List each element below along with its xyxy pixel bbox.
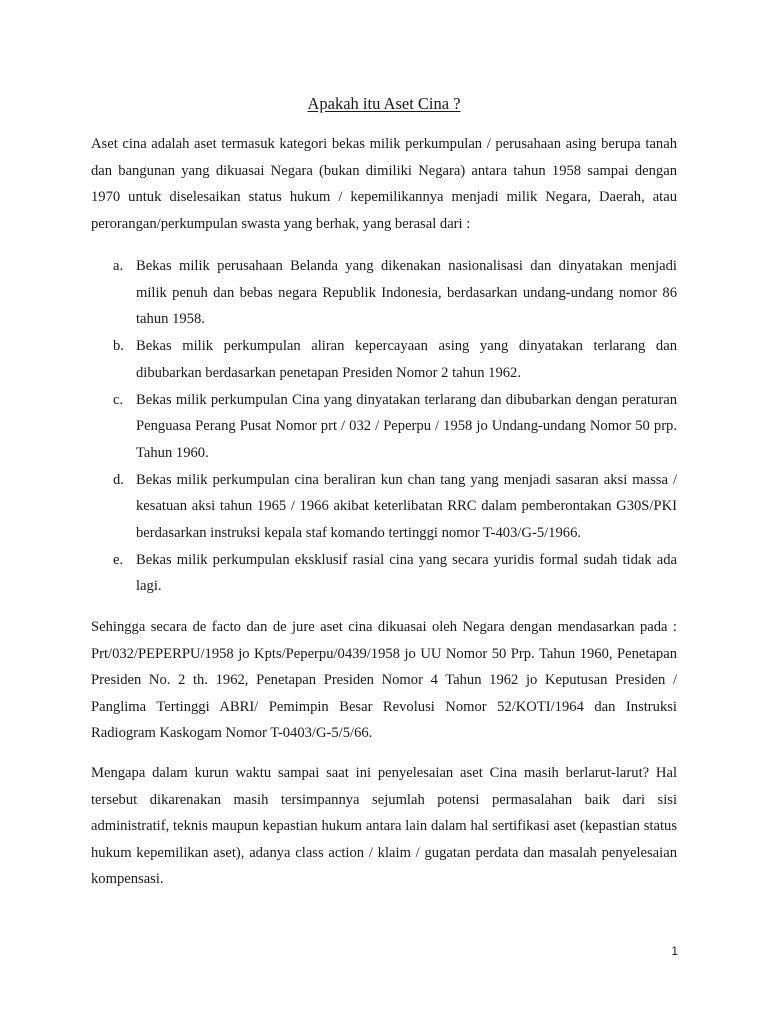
list-item	[91, 253, 677, 333]
asset-origin-list	[91, 253, 677, 600]
list-item-text: Bekas milik perusahaan Belanda yang dikenakan nasionalisasi dan dinyatakan menjadi milik penuh dan bebas negara Republik Indonesia, berdasarkan undang-undang nomor 86 tahun 1958.	[136, 258, 677, 328]
list-marker: c.	[113, 391, 124, 408]
list-item-text: Bekas milik perkumpulan cina beraliran kun chan tang yang menjadi sasaran aksi massa / kesatuan aksi tahun 1965 / 1966 akibat keterlibatan RRC dalam pemberontakan G30S/PKI berdasarkan instruksi kepala staf komando tertinggi nomor T-403/G-5/1966.	[136, 471, 677, 542]
legal-basis-paragraph: Sehingga secara de facto dan de jure aset cina dikuasai oleh Negara dengan mendasarkan pada : Prt/032/PEPERPU/1958 jo Kpts/Peperpu/0439/1958 jo UU Nomor 50 Prp. Tahun 1960, Penetapan Presiden No. 2 th. 1962, Penetapan Presiden Nomor 4 Tahun 1962 jo Keputusan Presiden / Panglima Tertinggi ABRI/ Pemimpin Besar Revolusi Nomor 52/KOTI/1964 dan Instruksi Radiogram Kaskogam Nomor T-0403/G-5/5/66.	[91, 619, 677, 741]
list-marker: d.	[113, 471, 124, 488]
list-item-text: Bekas milik perkumpulan Cina yang dinyatakan terlarang dan dibubarkan dengan peraturan Penguasa Perang Pusat Nomor prt / 032 / Peperpu / 1958 jo Undang-undang Nomor 50 prp. Tahun 1960.	[136, 391, 677, 461]
list-marker: a.	[113, 258, 124, 274]
list-item	[91, 387, 677, 467]
list-marker: b.	[113, 338, 124, 355]
list-item-text: Bekas milik perkumpulan eksklusif rasial cina yang secara yuridis formal sudah tidak ada lagi.	[136, 551, 677, 595]
list-item	[91, 467, 677, 547]
issues-paragraph: Mengapa dalam kurun waktu sampai saat ini penyelesaian aset Cina masih berlarut-larut? Hal tersebut dikarenakan masih tersimpannya sejumlah potensi permasalahan baik dari sisi administratif, teknis maupun kepastian hukum antara lain dalam hal sertifikasi aset (kepastian status hukum kepemilikan aset), adanya class action / klaim / gugatan perdata dan masalah penyelesaian kompensasi.	[91, 765, 677, 887]
list-item	[91, 333, 677, 386]
list-item-text: Bekas milik perkumpulan aliran kepercayaan asing yang dinyatakan terlarang dan dibubarkan berdasarkan penetapan Presiden Nomor 2 tahun 1962.	[136, 338, 677, 381]
list-item	[91, 547, 677, 600]
document-title: Apakah itu Aset Cina ?	[307, 94, 461, 113]
page-number: 1	[671, 944, 678, 958]
intro-paragraph: Aset cina adalah aset termasuk kategori bekas milik perkumpulan / perusahaan asing berupa tanah dan bangunan yang dikuasai Negara (bukan dimiliki Negara) antara tahun 1958 sampai dengan 1970 untuk diselesaikan status hukum / kepemilikannya menjadi milik Negara, Daerah, atau perorangan/perkumpulan swasta yang berhak, yang berasal dari :	[91, 136, 677, 232]
list-marker: e.	[113, 551, 124, 568]
